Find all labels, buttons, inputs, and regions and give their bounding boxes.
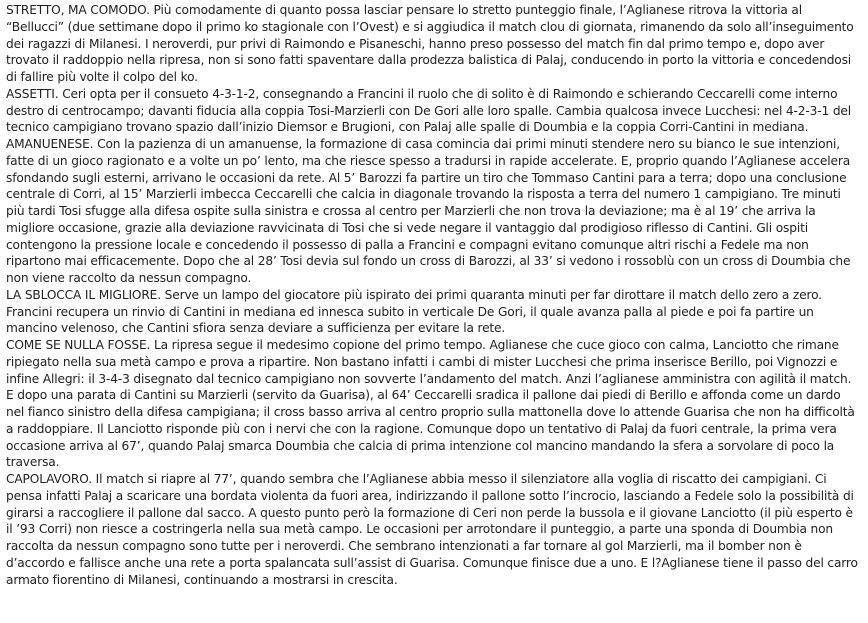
paragraph-heading: AMANUENESE. bbox=[6, 137, 94, 151]
paragraph-heading: COME SE NULLA FOSSE. bbox=[6, 338, 151, 352]
paragraph-assetti bbox=[6, 86, 862, 136]
paragraph-text: Più comodamente di quanto possa lasciar pensare lo stretto punteggio finale, l’Aglianese ritrova la vittoria al “Bellucci” (due settimane dopo il primo ko stagionale con l’Ovest) e si aggiudica il match clou di giornata, rimanendo da solo all’inseguimento dei ragazzi di Milanesi. I neroverdi, pur privi di Raimondo e Pisaneschi, hanno preso possesso del match fin dal primo tempo e, dopo aver trovato il raddoppio nella ripresa, non si sono fatti spaventare dalla prodezza balistica di Palaj, conducendo in porto la vittoria e concedendosi di fallire più volte il colpo del ko. bbox=[6, 3, 854, 84]
paragraph-text: La ripresa segue il medesimo copione del primo tempo. Aglianese che cuce gioco con calma, Lanciotto che rimane ripiegato nella sua metà campo e prova a ripartire. Non bastano infatti i cambi di mister Lucchesi che prima inserisce Berillo, poi Vignozzi e infine Allegri: il 3-4-3 disegnato dal tecnico campigiano non sovverte l’andamento del match. Anzi l’aglianese amministra con agilità il match. E dopo una parata di Cantini su Marzierli (servito da Guarisa), al 64’ Ceccarelli sradica il pallone dai piedi di Berillo e affonda come un dardo nel fianco sinistro della difesa campigiana; il cross basso arriva al centro proprio sulla mattonella dove lo attende Guarisa che non ha difficoltà a raddoppiare. Il Lanciotto risponde più con i nervi che con la ragione. Comunque dopo un tentativo di Palaj da fuori centrale, la prima vera occasione arriva al 67’, quando Palaj smarca Doumbia che calcia di prima intenzione col mancino mandando la sfera a sorvolare di poco la traversa. bbox=[6, 338, 855, 470]
paragraph-stretto-ma-comodo bbox=[6, 2, 862, 86]
paragraph-come-se-nulla-fosse bbox=[6, 337, 862, 471]
paragraph-heading: STRETTO, MA COMODO. bbox=[6, 3, 150, 17]
paragraph-text: Ceri opta per il consueto 4-3-1-2, consegnando a Francini il ruolo che di solito è di Raimondo e schierando Ceccarelli come interno destro di centrocampo; davanti fiducia alla coppia Tosi-Marzierli con De Gori alle loro spalle. Cambia qualcosa invece Lucchesi: nel 4-2-3-1 del tecnico campigiano trovano spazio dall’inizio Diemsor e Brugioni, con Palaj alle spalle di Doumbia e la coppia Corri-Cantini in mediana. bbox=[6, 86, 851, 135]
paragraph-la-sblocca-il-migliore bbox=[6, 287, 862, 337]
paragraph-amanuenese bbox=[6, 136, 862, 287]
paragraph-text: Serve un lampo del giocatore più ispirato dei primi quaranta minuti per far dirottare il match dello zero a zero. Francini recupera un rinvio di Cantini in mediana ed innesca subito in verticale De Gori, il quale avanza palla al piede e poi fa partire un mancino velenoso, che Cantini sfiora senza deviare a sufficienza per evitare la rete. bbox=[6, 287, 822, 336]
paragraph-heading: LA SBLOCCA IL MIGLIORE. bbox=[6, 287, 161, 302]
paragraph-text: Con la pazienza di un amanuense, la formazione di casa comincia dai primi minuti stendere nero su bianco le sue intenzioni, fatte di un gioco ragionato e a volte un po’ lento, ma che riesce spesso a tradursi in rapide accelerate. E, proprio quando l’Aglianese accelera sfondando sugli esterni, arrivano le occasioni da rete. Al 5’ Barozzi fa partire un tiro che Tommaso Cantini para a terra; dopo una conclusione centrale di Corri, al 15’ Marzierli imbecca Ceccarelli che calcia in diagonale trovando la risposta a terra del numero 1 campigiano. Tre minuti più tardi Tosi sfugge alla difesa ospite sulla sinistra e crossa al centro per Marzierli che non trova la deviazione; ma è al 19’ che arriva la migliore occasione, grazie alla deviazione ravvicinata di Tosi che si vede negare il vantaggio dal prodigioso riflesso di Cantini. Gli ospiti contengono la pressione locale e concedendo il possesso di palla a Francini e compagni evitano comunque altri rischi a Fedele ma non ripartono mai efficacemente. Dopo che al 28’ Tosi devia sul fondo un cross di Barozzi, al 33’ si vedono i rossoblù con un cross di Doumbia che non viene raccolto da nessun compagno. bbox=[6, 137, 851, 285]
paragraph-heading: ASSETTI. bbox=[6, 86, 59, 101]
paragraph-capolavoro bbox=[6, 471, 862, 588]
paragraph-heading: CAPOLAVORO. bbox=[6, 472, 92, 486]
paragraph-text: Il match si riapre al 77’, quando sembra che l’Aglianese abbia messo il silenziatore alla voglia di riscatto dei campigiani. Ci pensa infatti Palaj a scaricare una bordata violenta da fuori area, indirizzando il pallone sotto l’incrocio, lasciando a Fedele solo la possibilità di girarsi a raccogliere il pallone dal sacco. A questo punto però la formazione di Ceri non perde la bussola e il giovane Lanciotto (il più esperto è il ’93 Corri) non riesce a costringerla nella sua metà campo. Le occasioni per arrotondare il punteggio, a parte una sponda di Doumbia non raccolta da nessun compagno sono tutte per i neroverdi. Che sembrano intenzionati a far tornare al gol Marzierli, ma il bomber non è d’accordo e fallisce anche una rete a porta spalancata sull’assist di Guarisa. Comunque finisce due a uno. E l?Aglianese tiene il passo del carro armato fiorentino di Milanesi, continuando a mostrarsi in crescita. bbox=[6, 472, 858, 587]
